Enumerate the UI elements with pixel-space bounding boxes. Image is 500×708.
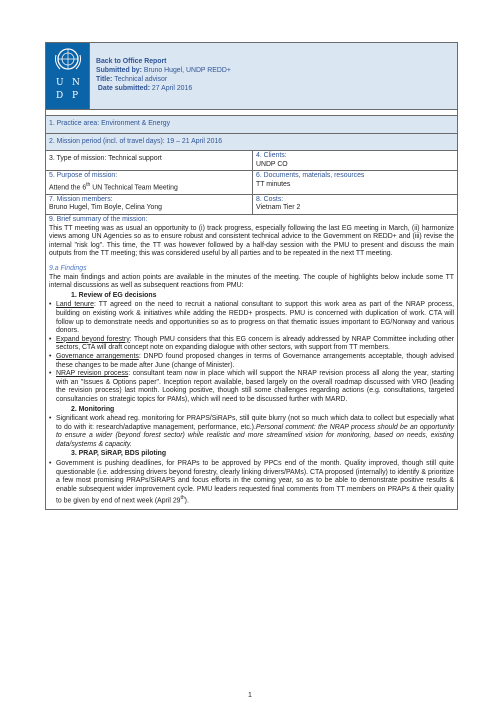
logo-letter-u: U — [56, 78, 64, 88]
members-cell — [46, 194, 253, 214]
bullet-monitoring: • Significant work ahead reg. monitoring for PRAPS/SiRAPs, still quite blurry (not so much which data to collect but especially what to do with it: research/adaptive management, performance, etc.).Personal comment: the NRAP process should be an opportunity to ensure a wider (beyond forest sector) while realistic and more streamlined vision for monitoring, based on needs, existing data/systems & capacity. — [49, 415, 454, 449]
section-monitoring: 2. Monitoring — [71, 405, 115, 413]
submitted-by: Bruno Hugel, UNDP REDD+ — [143, 67, 231, 74]
mission-type: 3. Type of mission: Technical support — [46, 151, 253, 171]
findings-intro: The main findings and action points are available in the minutes of the meeting. The couple of highlights below include some TT internal discussions as well as subsequent reactions from PMU: — [49, 273, 455, 290]
section-eg-decisions: 1. Review of EG decisions — [71, 291, 157, 299]
report-table — [45, 42, 458, 510]
page-number: 1 — [248, 692, 252, 699]
documents-label: 6. Documents, materials, resources — [256, 172, 365, 180]
members-label: 7. Mission members: — [49, 195, 113, 203]
clients-cell — [253, 151, 458, 171]
practice-area: 1. Practice area: Environment & Energy — [46, 116, 458, 134]
purpose-label: 5. Purpose of mission: — [49, 172, 118, 180]
findings-heading: 9.a Findings — [49, 265, 87, 273]
clients-label: 4. Clients: — [256, 152, 287, 160]
costs-label: 8. Costs: — [256, 195, 284, 203]
bullet-land-tenure: • Land tenure: TT agreed on the need to recruit a national consultant to support this work area as part of the NRAP process, building on existing work & initiatives while adding the REDD+ prospects. PMU is concerned with duplication of work. CTA will follow up to demonstrate needs and opportunities so as to progress on that thematic issues important to EG/Norway and various donors. — [49, 301, 454, 335]
clients-value: UNDP CO — [256, 160, 288, 168]
report-page — [45, 42, 457, 510]
undp-logo — [46, 43, 90, 110]
documents-cell — [253, 171, 458, 194]
summary-label: 9. Brief summary of the mission: — [49, 216, 148, 224]
report-header — [90, 43, 458, 110]
submitted-by-label: Submitted by: — [96, 67, 142, 74]
purpose-cell — [46, 171, 253, 194]
costs-value: Vietnam Tier 2 — [256, 204, 301, 212]
report-title: Back to Office Report — [96, 58, 167, 65]
summary-intro: This TT meeting was as usual an opportunity to (i) track progress, especially following the last EG meeting in March, (ii) harmonize views among UN Agencies so as to ensure robust and consistent technical advice to the Government on REDD+ and (iii) revise the internal "risk log". This time, the TT was however followed by a half-day session with the PMU to present and discuss the main outputs from the TT meeting; this was considered useful by all parties and to be repeated in the next TT meeting. — [49, 224, 455, 258]
section-prap: 3. PRAP, SiRAP, BDS piloting — [71, 450, 167, 458]
mission-period: 2. Mission period (incl. of travel days): 19 – 21 April 2016 — [46, 133, 458, 151]
summary-cell — [46, 215, 458, 510]
logo-letter-n: N — [72, 78, 80, 88]
date-value: 27 April 2016 — [151, 85, 193, 92]
documents-value: TT minutes — [256, 180, 291, 188]
un-emblem-icon — [46, 43, 90, 109]
bullet-governance: • Governance arrangements: DNPD found proposed changes in terms of Governance arrangements acceptable, though advised these changes to be made after June (change of Minister). — [49, 353, 454, 370]
bullet-expand-forestry: • Expand beyond forestry: Though PMU considers that this EG concern is already addressed by NRAP Committee including other sectors, CTA will draft concept note on expanding dialogue with other sectors, with support from TT members. — [49, 336, 454, 353]
costs-cell — [253, 194, 458, 214]
logo-letter-p: P — [72, 91, 79, 101]
title-value: Technical advisor — [114, 76, 168, 83]
date-label: Date submitted: — [97, 85, 150, 92]
bullet-prap: • Government is pushing deadlines, for PRAPs to be approved by PPCs end of the month. Quality improved, though still quite questionable (i.e. addressing drivers beyond forestry, clearly linking drivers/PAMs). CTA proposed (internally) to identify & prioritize a few most promising PRAPs/SiRAPS and focus efforts in the coming year, so as to be able to demonstrate positive results & enable subsequent wider improvement cycle. PMU leaders requested final comments from TT members on PRAPs & their quality to be given by end of next week (April 29th). — [49, 460, 454, 506]
bullet-nrap-revision: • NRAP revision process: consultant team now in place which will support the NRAP revision process all along the year, starting with an "Issues & Options paper". Inception report available, based largely on the overall roadmap discussed with VRO (leading the revision process) last month. Looking positive, though still some challenges regarding actions (e.g. consultations, targeted consultancies on strategic topics for PAMs), which will need to be discussed further with MARD. — [49, 370, 454, 404]
logo-letter-d: D — [56, 91, 64, 101]
title-label: Title: — [96, 76, 113, 83]
purpose-value: Attend the 6th UN Technical Team Meeting — [49, 181, 178, 192]
members-value: Bruno Hugel, Tim Boyle, Celina Yong — [49, 204, 162, 212]
